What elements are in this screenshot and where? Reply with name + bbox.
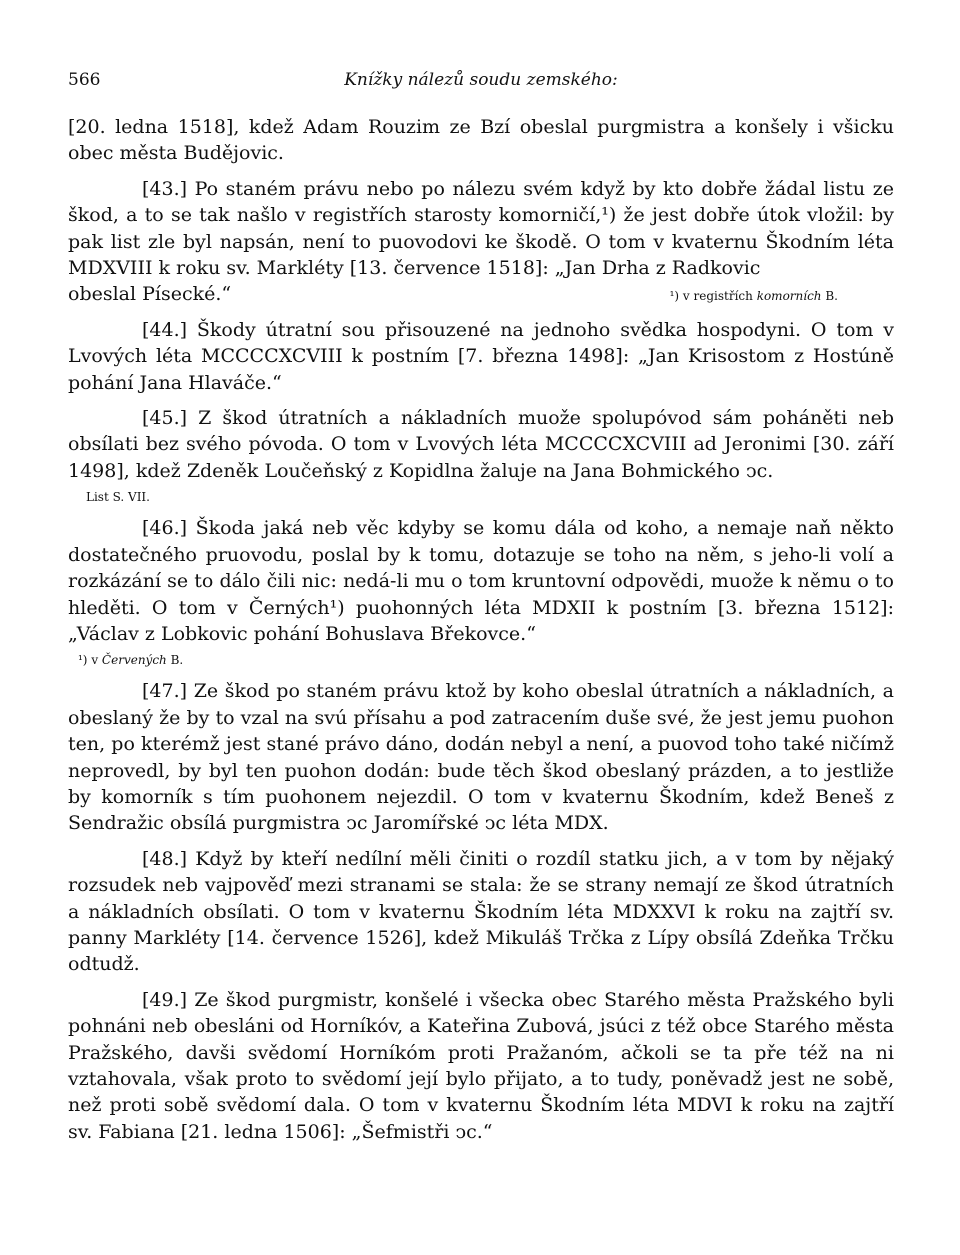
footnote-text: B. [166,653,184,668]
paragraph-46: [46.] Škoda jaká neb věc kdyby se komu dála od koho, a nemaje naň někto dostatečného pruovodu, poslal by k tomu, dotazuje se toho na něm, s jeho-li volí a rozkázání se to dálo čili nic: nedá-li mu o tom kruntovní odpovědi, muože k němu o to hleděti. O tom v Černých¹) puohonných léta MDXII k postním [3. března 1512]: „Václav z Lobkovic pohání Bohuslava Břekovce.“ [68,517,894,645]
page-number: 566 [68,70,101,90]
footnote-46 [68,652,894,668]
footnote-mark: ¹) [669,289,680,304]
footnote-text: B. [821,289,838,304]
footnote-text: v [87,653,102,668]
paragraph-43-end: obeslal Písecké.“ [68,283,232,306]
marginal-note-45: List S. VII. [86,490,150,505]
footnote-text: v registřích [679,289,757,304]
footnote-43 [670,288,894,304]
paragraph-48: [48.] Když by kteří nedílní měli činiti o rozdíl statku jich, a v tom by nějaký rozsudek neb vajpověď mezi stranami se stala: že se strany nemají ze škod útratních a nákladních obsílati. O tom v kvaternu Škodním léta MDXXVI k roku na zajtří sv. panny Markléty [14. července 1526], kdež Mikuláš Trčka z Lípy obsílá Zdeňka Trčku odtudž. [68,847,894,976]
paragraph-43-end-row [68,281,894,307]
paragraph-49: [49.] Ze škod purgmistr, konšelé i všecka obec Starého města Pražského byli pohnáni neb obesláni od Horníkóv, a Kateřina Zubová, jsúci z též obce Starého města Pražského, davši svědomí Horníkóm proti Pražanóm, ačkoli se ta pře též na ni vztahovala, však proto to svědomí její bylo přijato, a to tudy, poněvadž jest ne sobě, než proti sobě svědomí dala. O tom v kvaternu Škodním léta MDVI k roku na zajtří sv. Fabiana [21. ledna 1506]: „Šefmistři ↄc.“ [68,988,894,1143]
paragraph-45: [45.] Z škod útratních a nákladních muože spolupóvod sám poháněti neb obsílati bez svého póvoda. O tom v Lvových léta MCCCCXCVIII ad Jeronimi [30. září 1498], kdež Zdeněk Loučeňský z Kopidlna žaluje na Jana Bohmického ↄc. [68,407,894,482]
document-page [68,58,894,1154]
page-header [68,58,894,92]
running-title: Knížky nálezů soudu zemského: [344,70,618,90]
paragraph-47: [47.] Ze škod po staném právu ktož by koho obeslal útratních a nákladních, a obeslaný že by to vzal na svú přísahu a pod zatracením duše své, že jest jemu puohon ten, po kterémž jest stané právo dáno, dodán nebyl a není, a puovod toho také ničímž neprovedl, by byl ten puohon dodán: bude těch škod obeslaný prázden, a to jestliže by komorník s tím puohonem nejezdil. O tom v kvaternu Škodním, kdež Beneš z Sendražic obsílá purgmistra ↄc Jaromířské ↄc léta MDX. [68,680,894,835]
paragraph-43: [43.] Po staném právu nebo po nálezu svém když by kto dobře žádal listu ze škod, a to se tak našlo v registřích starosty komorničí,¹) že jest dobře útok vložil: by pak list zle byl napsán, není to puovodovi ke škodě. O tom v kvaternu Škodním léta MDXVIII k roku sv. Markléty [13. července 1518]: „Jan Drha z Radkovic [68,177,894,280]
paragraph-44: [44.] Škody útratní sou přisouzené na jednoho svědka hospodyni. O tom v Lvových léta MCCCCXCVIII k postním [7. března 1498]: „Jan Krisostom z Hostúně pohání Jana Hlaváče.“ [68,318,894,394]
footnote-italic: komorních [756,289,822,304]
footnote-mark: ¹) [78,653,88,668]
footnote-italic: Červených [101,653,167,668]
paragraph-20: [20. ledna 1518], kdež Adam Rouzim ze Bzí obeslal purgmistra a konšely i všicku obec města Budějovic. [68,116,894,165]
